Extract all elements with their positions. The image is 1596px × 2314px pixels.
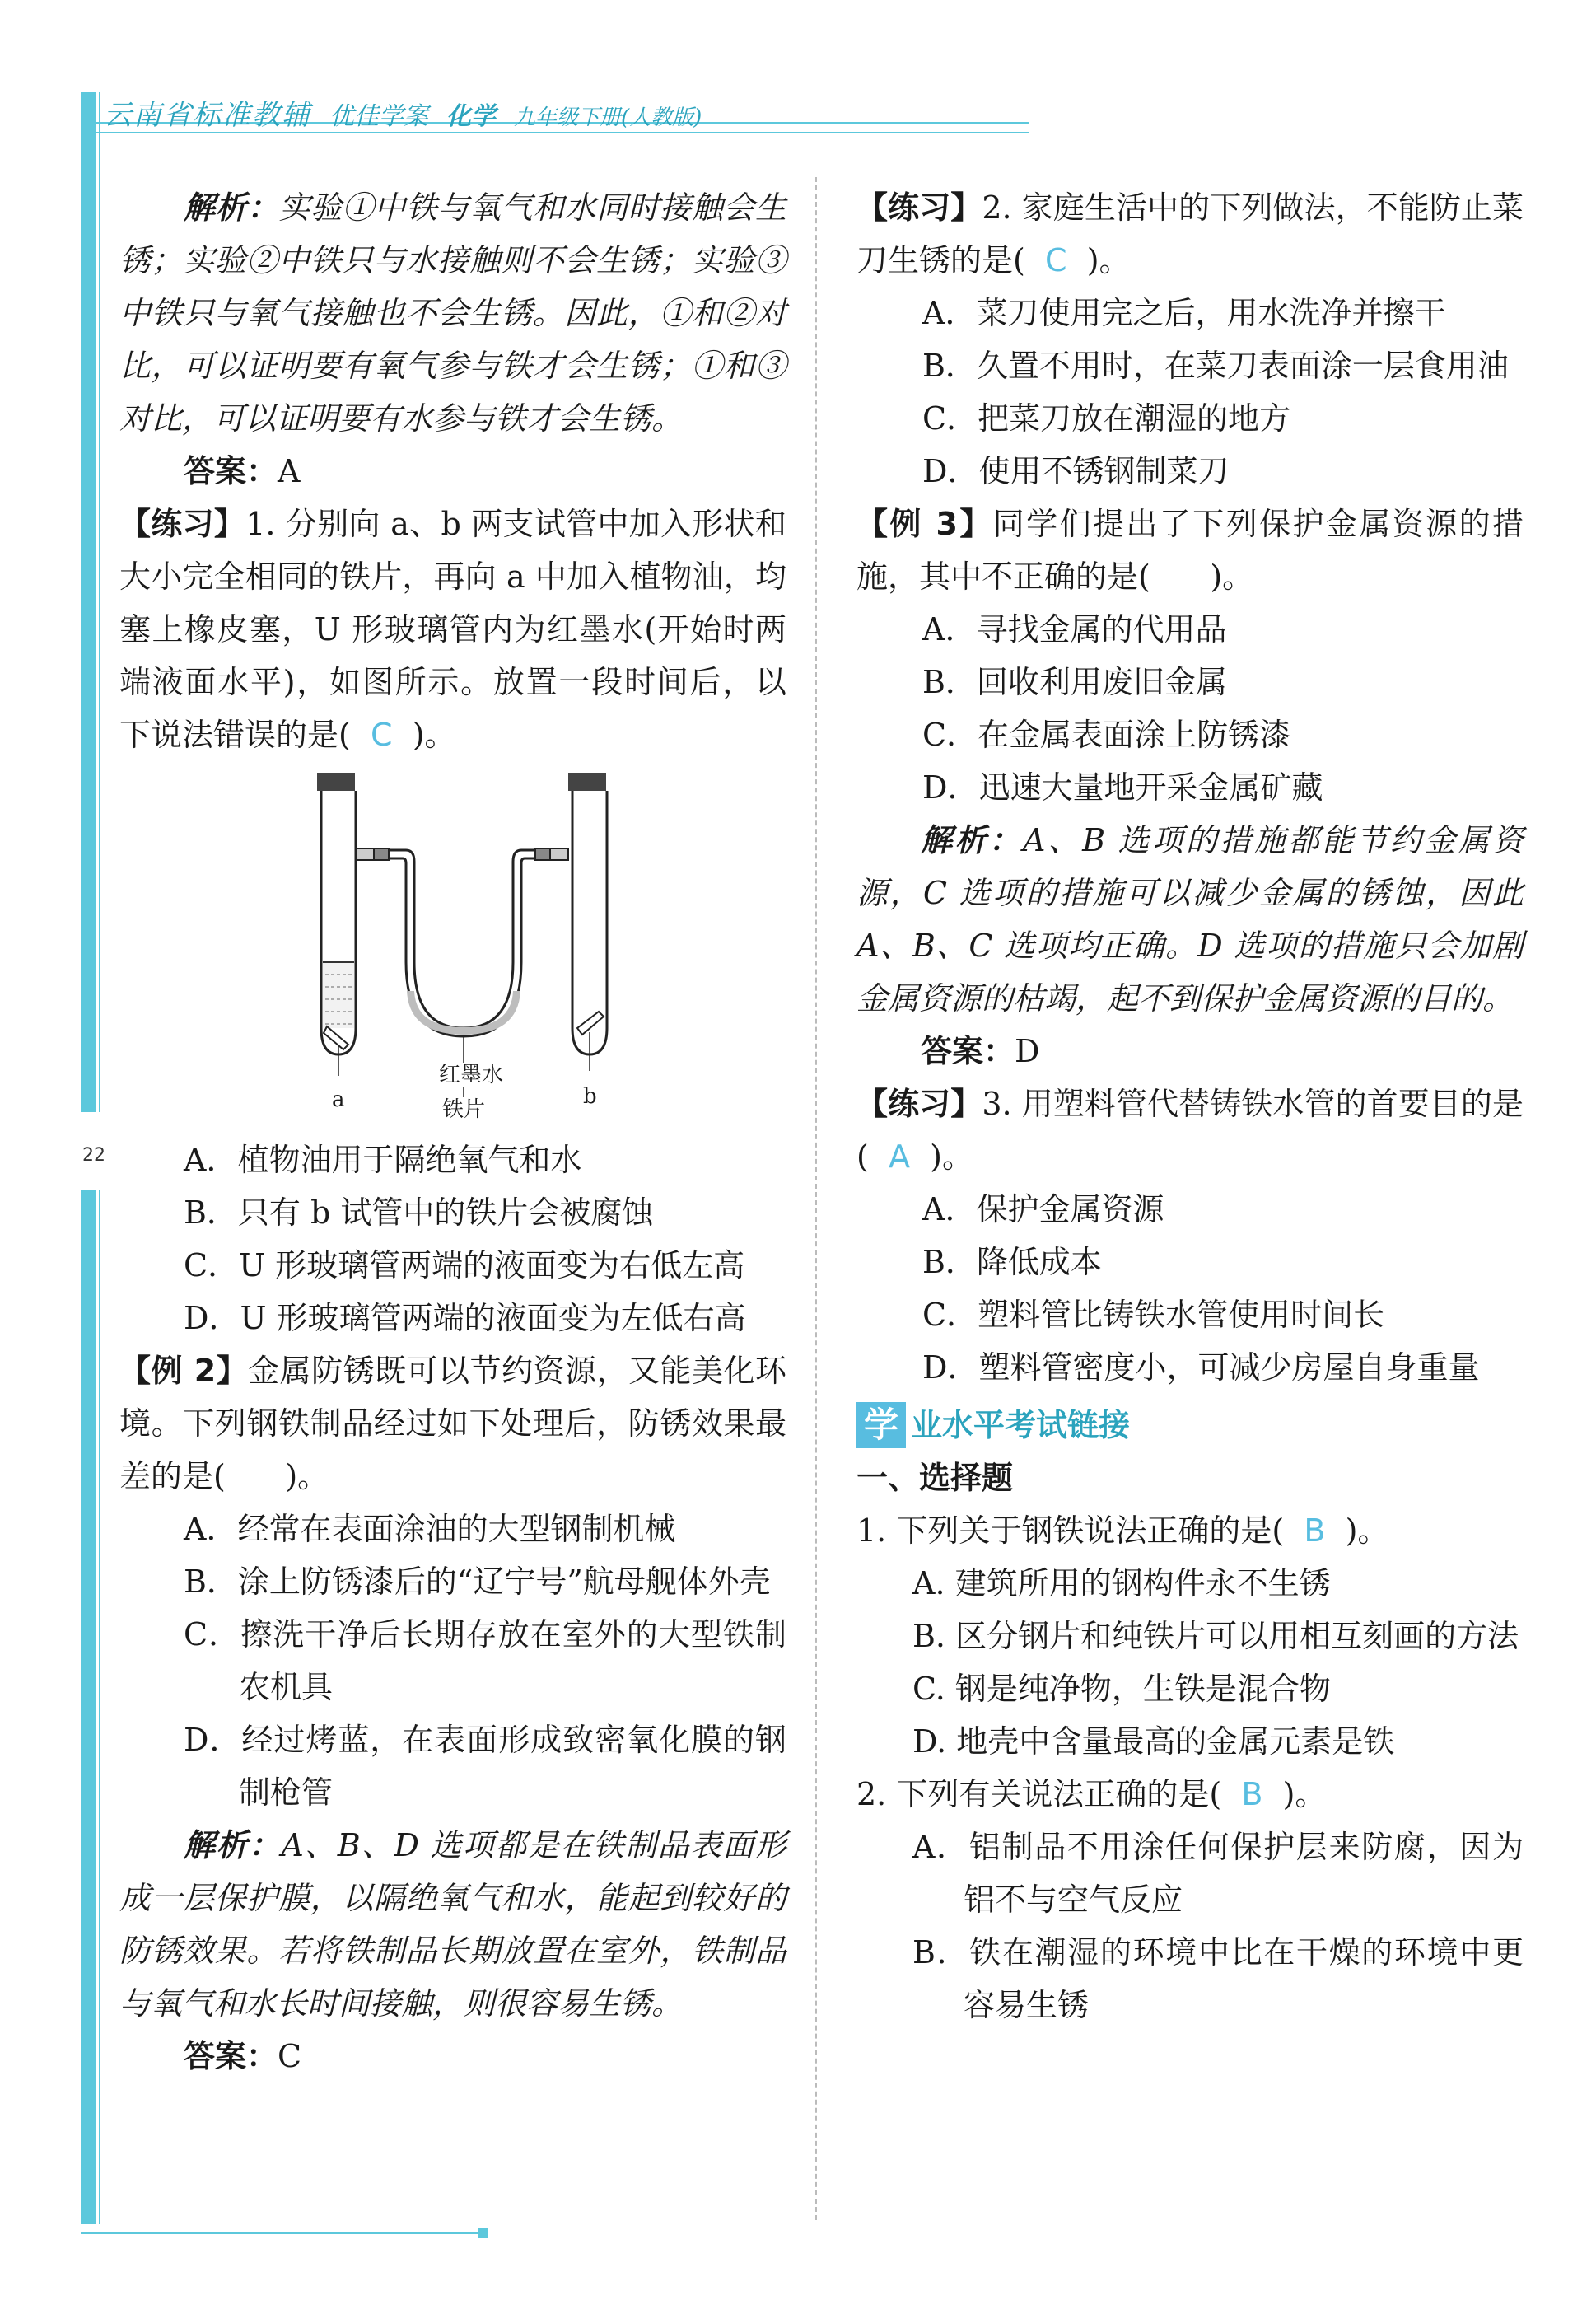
label-b: b <box>583 1084 597 1109</box>
question-1-answer: B <box>1304 1512 1326 1549</box>
practice-2-option-a: A．菜刀使用完之后，用水洗净并擦干 <box>922 295 1446 331</box>
question-1-option-c: C. 钢是纯净物，生铁是混合物 <box>912 1671 1331 1707</box>
running-header <box>104 92 702 132</box>
practice-1-answer: C <box>371 717 393 753</box>
practice-3-option-c: C．塑料管比铸铁水管使用时间长 <box>922 1297 1385 1333</box>
label-red-ink: 红墨水 <box>439 1063 504 1087</box>
answer-3: 答案：D <box>921 1033 1040 1069</box>
question-1-option-a: A. 建筑所用的钢构件永不生锈 <box>912 1565 1331 1601</box>
analysis-3: 解析：A、B 选项的措施都能节约金属资源，C 选项的措施可以减少金属的锈蚀，因此 A、B、C 选项均正确。D 选项的措施只会加剧金属资源的枯竭，起不到保护金属资源的目的。 <box>856 822 1524 1017</box>
practice-1-option-b: B．只有 b 试管中的铁片会被腐蚀 <box>184 1194 654 1231</box>
subheading-choice: 一、选择题 <box>856 1460 1014 1496</box>
practice-3-option-b: B．降低成本 <box>922 1244 1102 1280</box>
example-3-option-d: D．迅速大量地开采金属矿藏 <box>922 769 1323 806</box>
analysis-2: 解析：A、B、D 选项都是在铁制品表面形成一层保护膜，以隔绝氧气和水，能起到较好的防锈效果。若将铁制品长期放置在室外，铁制品与氧气和水长时间接触，则很容易生锈。 <box>119 1827 786 2022</box>
question-1-stem: 1. 下列关于钢铁说法正确的是( B )。 <box>856 1512 1389 1549</box>
practice-3-option-a: A．保护金属资源 <box>922 1191 1164 1227</box>
example-3-option-c: C．在金属表面涂上防锈漆 <box>922 717 1291 753</box>
page-side-line-lower <box>99 1190 100 2224</box>
example-2-option-c: C．擦洗干净后长期存放在室外的大型铁制农机具 <box>184 1616 786 1705</box>
practice-3-answer: A <box>889 1138 910 1175</box>
oil-layer <box>323 962 354 1028</box>
stopper-b <box>568 773 606 791</box>
iron-piece-b <box>577 1012 604 1035</box>
practice-1-option-d: D．U 形玻璃管两端的液面变为左低右高 <box>184 1300 746 1336</box>
practice-2-option-d: D．使用不锈钢制菜刀 <box>922 453 1230 489</box>
section-badge: 学 <box>856 1402 906 1448</box>
page-number: 22 <box>82 1145 105 1166</box>
stopper-a <box>317 773 355 791</box>
analysis-1: 解析：实验①中铁与氧气和水同时接触会生锈；实验②中铁只与水接触则不会生锈；实验③中铁只与氧气接触也不会生锈。因此，①和②对比，可以证明要有氧气参与铁才会生锈；①和③对比，可以证明要有水参与铁才会生锈。 <box>119 189 786 437</box>
page-side-bar-lower <box>81 1190 96 2224</box>
label-iron: 铁片 <box>442 1097 486 1122</box>
example-3-option-a: A．寻找金属的代用品 <box>922 611 1227 647</box>
label-a: a <box>332 1087 345 1112</box>
footer-dot <box>478 2228 488 2238</box>
question-1-option-b: B. 区分钢片和纯铁片可以用相互刻画的方法 <box>912 1618 1519 1654</box>
practice-2-answer: C <box>1045 242 1067 278</box>
question-2-answer: B <box>1241 1776 1263 1812</box>
example-2-option-d: D．经过烤蓝，在表面形成致密氧化膜的钢制枪管 <box>184 1722 786 1811</box>
question-1-option-d: D. 地壳中含量最高的金属元素是铁 <box>912 1723 1395 1760</box>
u-tube-figure <box>119 764 786 1127</box>
answer-1: 答案：A <box>184 453 301 489</box>
example-3-stem: 【例 3】同学们提出了下列保护金属资源的措施，其中不正确的是( )。 <box>856 506 1524 595</box>
example-2-option-a: A．经常在表面涂油的大型钢制机械 <box>184 1511 676 1547</box>
practice-3-stem: 【练习】3. 用塑料管代替铸铁水管的首要目的是( A )。 <box>856 1086 1524 1175</box>
section-header <box>856 1399 1524 1452</box>
header-subject: 化学 <box>446 102 496 131</box>
iron-piece-a <box>324 1026 348 1049</box>
example-3-option-b: B．回收利用废旧金属 <box>922 664 1227 700</box>
left-column <box>119 181 786 2083</box>
practice-3-option-d: D．塑料管密度小，可减少房屋自身重量 <box>922 1349 1480 1386</box>
practice-1-option-c: C．U 形玻璃管两端的液面变为右低左高 <box>184 1247 745 1283</box>
right-column <box>856 181 1524 2031</box>
page-side-bar <box>81 92 96 1112</box>
practice-2-option-b: B．久置不用时，在菜刀表面涂一层食用油 <box>922 348 1509 384</box>
practice-1-option-a: A．植物油用于隔绝氧气和水 <box>184 1142 582 1178</box>
header-grade: 九年级下册(人教版) <box>514 105 702 130</box>
question-2-stem: 2. 下列有关说法正确的是( B )。 <box>856 1776 1327 1812</box>
answer-2: 答案：C <box>184 2038 302 2074</box>
example-2-stem: 【例 2】金属防锈既可以节约资源，又能美化环境。下列钢铁制品经过如下处理后，防锈效果最差的是( )。 <box>119 1353 786 1494</box>
header-brand: 云南省标准教辅 <box>104 99 311 132</box>
column-divider <box>815 177 817 2220</box>
example-2-option-b: B．涂上防锈漆后的“辽宁号”航母舰体外壳 <box>184 1564 771 1600</box>
practice-2-stem: 【练习】2. 家庭生活中的下列做法，不能防止菜刀生锈的是( C )。 <box>856 189 1524 278</box>
page-side-line <box>99 92 100 1112</box>
question-2-option-b: B．铁在潮湿的环境中比在干燥的环境中更容易生锈 <box>912 1934 1524 2023</box>
red-ink <box>407 991 520 1035</box>
practice-1-stem: 【练习】1. 分别向 a、b 两支试管中加入形状和大小完全相同的铁片，再向 a 中加入植物油，均塞上橡皮塞，U 形玻璃管内为红墨水(开始时两端液面水平)，如图所示。放置一段时间后，以下说法错误的是( C )。 <box>119 506 786 753</box>
section-title: 业水平考试链接 <box>911 1407 1131 1443</box>
footer-rule <box>81 2232 484 2234</box>
practice-2-option-c: C．把菜刀放在潮湿的地方 <box>922 400 1291 437</box>
question-2-option-a: A．铝制品不用涂任何保护层来防腐，因为铝不与空气反应 <box>912 1829 1524 1918</box>
header-series: 优佳学案 <box>329 102 428 131</box>
